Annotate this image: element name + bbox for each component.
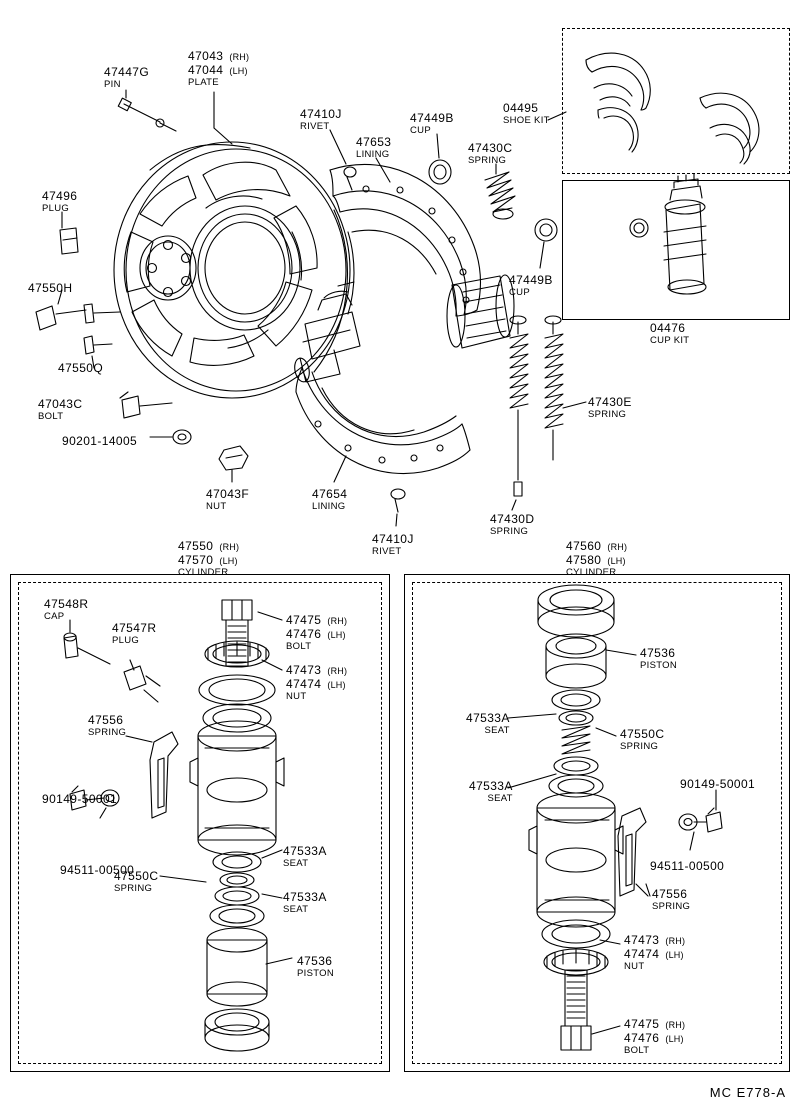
part-label-47556-left: 47556 SPRING <box>88 713 127 738</box>
part-label-90149-50001-right: 90149-50001 <box>680 777 756 791</box>
part-label-47410j-bottom: 47410J RIVET <box>372 532 414 557</box>
part-label-90201-14005: 90201-14005 <box>62 434 138 448</box>
shoe-kit-panel <box>562 28 790 174</box>
part-label-47550c-left: 47550C SPRING <box>114 869 159 894</box>
part-label-47533a-right-upper: 47533A SEAT <box>466 711 510 736</box>
part-label-47447g: 47447G PIN <box>104 65 150 90</box>
part-label-47410j-top: 47410J RIVET <box>300 107 342 132</box>
part-label-47536-left: 47536 PISTON <box>297 954 334 979</box>
part-label-47475-bolt: 47475 (RH) 47476 (LH) BOLT <box>286 613 348 652</box>
part-label-47430e: 47430E SPRING <box>588 395 632 420</box>
diagram-code: MC E778-A <box>709 1085 786 1100</box>
part-label-47550-cylinder: 47550 (RH) 47570 (LH) CYLINDER <box>178 539 240 578</box>
part-label-90149-50001-left: 90149-50001 <box>42 792 118 806</box>
cylinder-left-panel-inner <box>18 582 382 1064</box>
part-label-47496: 47496 PLUG <box>42 189 78 214</box>
part-label-47548r: 47548R CAP <box>44 597 89 622</box>
part-label-94511-00500-left: 94511-00500 <box>60 863 135 877</box>
part-label-47473-right-nut: 47473 (RH) 47474 (LH) NUT <box>624 933 686 972</box>
part-label-47536-right: 47536 PISTON <box>640 646 677 671</box>
part-label-47653: 47653 LINING <box>356 135 392 160</box>
part-label-94511-00500-right: 94511-00500 <box>650 859 725 873</box>
part-label-47043f: 47043F NUT <box>206 487 250 512</box>
part-label-47533a-left-lower: 47533A SEAT <box>283 890 327 915</box>
part-label-47550h: 47550H <box>28 281 73 295</box>
part-label-47550c-right: 47550C SPRING <box>620 727 665 752</box>
part-label-47533a-left-upper: 47533A SEAT <box>283 844 327 869</box>
part-label-47473-nut: 47473 (RH) 47474 (LH) NUT <box>286 663 348 702</box>
part-label-47430c: 47430C SPRING <box>468 141 513 166</box>
part-label-04495: 04495 SHOE KIT <box>503 101 550 126</box>
part-label-47556-right: 47556 SPRING <box>652 887 691 912</box>
part-label-47449b-mid: 47449B CUP <box>509 273 553 298</box>
part-label-47533a-right-lower: 47533A SEAT <box>469 779 513 804</box>
part-label-47560-cylinder: 47560 (RH) 47580 (LH) CYLINDER <box>566 539 628 578</box>
part-label-47475-right-bolt: 47475 (RH) 47476 (LH) BOLT <box>624 1017 686 1056</box>
cylinder-right-panel-inner <box>412 582 782 1064</box>
part-label-47547r: 47547R PLUG <box>112 621 157 646</box>
part-label-47043c: 47043C BOLT <box>38 397 83 422</box>
part-label-47430d: 47430D SPRING <box>490 512 535 537</box>
part-label-47449b-top: 47449B CUP <box>410 111 454 136</box>
part-label-47550q: 47550Q <box>58 361 104 375</box>
part-label-04476: 04476 CUP KIT <box>650 321 690 346</box>
part-label-47043: 47043 (RH) 47044 (LH) PLATE <box>188 49 250 88</box>
cup-kit-panel <box>562 180 790 320</box>
part-label-47654: 47654 LINING <box>312 487 348 512</box>
